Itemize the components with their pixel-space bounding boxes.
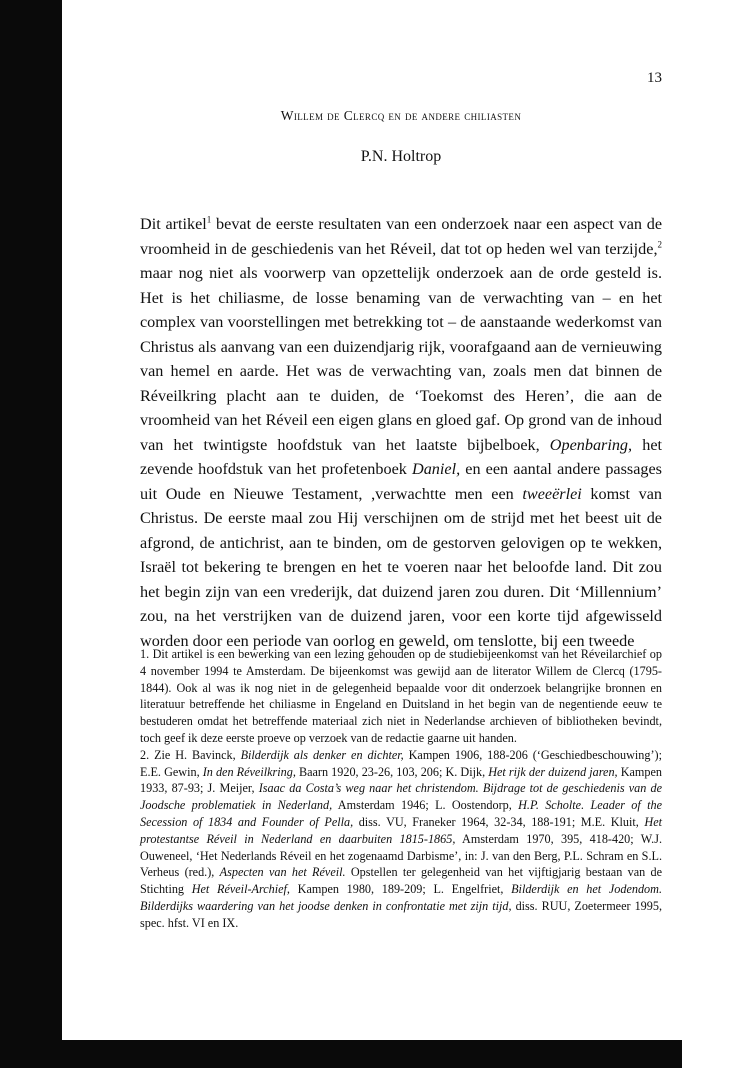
italic-term: tweeërlei [522, 484, 582, 503]
fn-citation-title: Het rijk der duizend jaren, [488, 764, 618, 779]
author-name: P.N. Holtrop [360, 148, 442, 165]
fn-citation-title: Het protestantse Réveil in Nederland en daarbuiten 1815-1865, [140, 814, 662, 846]
footnote-1: 1. Dit artikel is een bewerking van een lezing gehouden op de studiebijeenkomst van het Réveilarchief op 4 november 1994 te Amsterdam. De bijeenkomst was gewijd aan de literator Willem de Clercq (1795-1844). Ook al was ik nog niet in de gelegenheid bepaalde voor dit onderzoek belangrijke bronnen en literatuur betreffende het chiliasme in Engeland en Duitsland in het begin van de negentiende eeuw te bestuderen omdat het betreffende materiaal zich niet in Nederlandse archieven of bibliotheken bevindt, toch geef ik deze eerste proeve op verzoek van de redactie gaarne uit handen. [140, 647, 662, 745]
fn-citation-title: Bilderdijk als denker en dichter, [240, 747, 404, 762]
fn-text: diss. VU, Franeker 1964, 32-34, 188-191; M.E. Kluit, [353, 814, 645, 829]
footnote-ref-2: 2 [657, 239, 662, 250]
footnotes [140, 646, 662, 932]
fn-citation-title: In den Réveilkring, [202, 764, 296, 779]
body-text-segment: komst van Christus. De eerste maal zou Hij verschijnen om de strijd met het beest uit de afgrond, de antichrist, aan te binden, om de gestorven gelovigen op te wekken, Israël tot bekering te brengen en het te voeren naar het beloofde land. Dit zou het begin zijn van een vrederijk, dat duizend jaren zou duren. Dit ‘Millennium’ zou, na het verstrijken van de duizend jaren, voor een korte tijd afgewisseld worden door een periode van oorlog en geweld, om tenslotte, bij een tweede [140, 484, 663, 650]
footnote-2 [140, 747, 662, 932]
article-title: Willem de Clercq en de andere chiliasten [280, 108, 522, 123]
page-number: 13 [647, 70, 662, 86]
scan-border-left [0, 0, 62, 1068]
body-text-segment: maar nog niet als voorwerp van opzettelijk onderzoek aan de orde gesteld is. Het is het chiliasme, de losse benaming van de verwachting van – en het complex van voorstellingen met betrekking tot – de aanstaande wederkomst van Christus als aanvang van een duizendjarig rijk, voorafgaand aan de vernieuwing van hemel en aarde. Het was de verwachting van, zoals men dat binnen de Réveilkring placht aan te duiden, de ‘Toekomst des Heren’, die aan de vroomheid van het Réveil een eigen glans en gloed gaf. Op grond van de inhoud van het twintigste hoofdstuk van het laatste bijbelboek, [140, 264, 662, 454]
footnote-ref-1: 1 [206, 214, 212, 225]
fn-text: Baarn 1920, 23-26, 103, 206; K. Dijk, [295, 764, 489, 779]
fn-text: Kampen 1906, 188-206 (‘Geschiedbeschouwing’); E.E. Gewin, [140, 747, 662, 779]
body-paragraph [140, 212, 662, 653]
fn-citation-title: Bilderdijk en het Jodendom. Bilderdijks waardering van het joodse denken in confrontatie met zijn tijd, [140, 882, 662, 913]
fn-citation-title: Isaac da Costa’s weg naar het christendom. Bijdrage tot de geschiedenis van de Joodsche problematiek in Nederland, [140, 781, 662, 813]
fn-citation-title: Het Réveil-Archief, [191, 882, 290, 897]
fn-text: diss. RUU, Zoetermeer 1995, spec. hfst. VI en IX. [140, 898, 662, 930]
fn-text: Amsterdam 1946; L. Oostendorp, [332, 798, 519, 813]
fn-citation-title: H.P. Scholte. Leader of the Secession of 1834 and Founder of Pella, [140, 798, 662, 829]
italic-term: Daniel, [412, 460, 461, 478]
scan-border-bottom [62, 1040, 682, 1068]
fn-text: Amsterdam 1970, 395, 418-420; W.J. Ouweneel, ‘Het Nederlands Réveil en het zogenaamd Darbisme’, in: J. van den Berg, P.L. Schram en S.L. Verheus (red.), [140, 831, 662, 880]
fn-citation-title: Aspecten van het Réveil. [219, 865, 346, 880]
body-text-segment: en een aantal andere passages uit Oude en Nieuwe Testament, ,verwachtte men een [140, 460, 662, 503]
body-text-segment: Dit artikel [140, 215, 207, 233]
fn-text: Kampen 1980, 189-209; L. Engelfriet, [289, 882, 512, 897]
italic-term: Openbaring, [549, 435, 633, 454]
fn-text: 2. Zie H. Bavinck, [140, 747, 241, 762]
fn-text: Opstellen ter gelegenheid van het vijftigjarig bestaan van de Stichting [140, 865, 663, 897]
body-text-segment: het zevende hoofdstuk van het profetenboek [140, 435, 662, 478]
body-text-segment: bevat de eerste resultaten van een onderzoek naar een aspect van de vroomheid in de geschiedenis van het Réveil, dat tot op heden wel van terzijde, [140, 215, 663, 258]
fn-text: Kampen 1933, 87-93; J. Meijer, [140, 764, 662, 796]
